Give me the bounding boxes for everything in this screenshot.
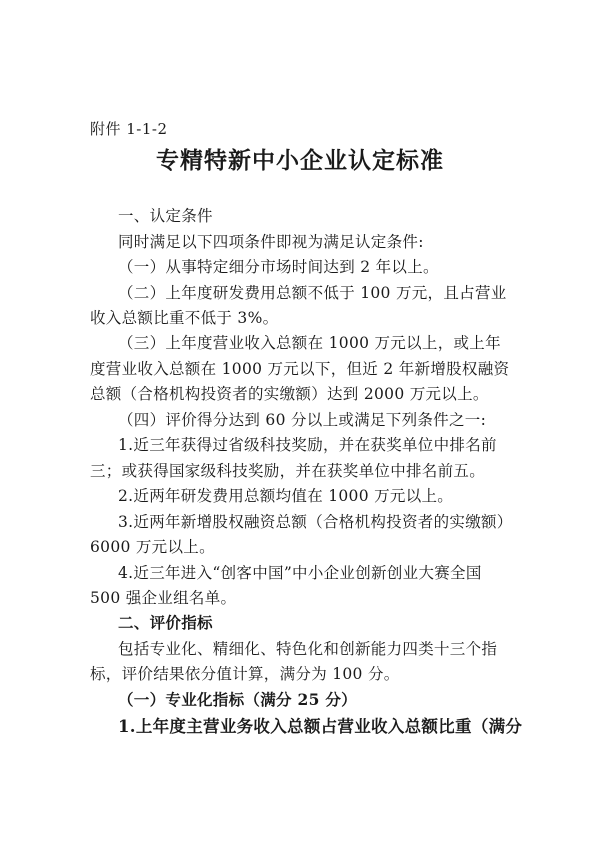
section-heading-criteria: 一、认定条件: [118, 207, 213, 225]
paragraph-line: 度营业收入总额在 1000 万元以下，但近 2 年新增股权融资: [90, 360, 510, 378]
paragraph-line: （三）上年度营业收入总额在 1000 万元以上，或上年: [118, 334, 501, 352]
paragraph-line: 1.近三年获得过省级科技奖励，并在获奖单位中排名前: [118, 436, 497, 454]
attachment-label: 附件 1-1-2: [90, 120, 168, 138]
paragraph-line: 总额（合格机构投资者的实缴额）达到 2000 万元以上。: [90, 385, 489, 403]
paragraph-line: （四）评价得分达到 60 分以上或满足下列条件之一:: [118, 411, 487, 429]
paragraph-line: 收入总额比重不低于 3%。: [90, 309, 279, 327]
paragraph-line: 3.近两年新增股权融资总额（合格机构投资者的实缴额）: [118, 513, 513, 531]
paragraph-line: （一）从事特定细分市场时间达到 2 年以上。: [118, 258, 439, 276]
paragraph-line: 标，评价结果依分值计算，满分为 100 分。: [90, 665, 400, 683]
subsection-item-heading: 1.上年度主营业务收入总额占营业收入总额比重（满分: [118, 717, 523, 736]
subsection-heading: （一）专业化指标（满分 25 分）: [118, 690, 357, 709]
document-title: 专精特新中小企业认定标准: [156, 147, 444, 174]
paragraph-line: 6000 万元以上。: [90, 538, 215, 556]
paragraph-line: 2.近两年研发费用总额均值在 1000 万元以上。: [118, 487, 454, 505]
paragraph-line: 4.近三年进入“创客中国”中小企业创新创业大赛全国: [118, 564, 482, 582]
section-heading-indicators: 二、评价指标: [118, 613, 213, 632]
paragraph-line: 同时满足以下四项条件即视为满足认定条件:: [118, 233, 424, 251]
paragraph-line: 500 强企业组名单。: [90, 589, 237, 607]
paragraph-line: 包括专业化、精细化、特色化和创新能力四类十三个指: [118, 640, 498, 658]
paragraph-line: 三；或获得国家级科技奖励，并在获奖单位中排名前五。: [90, 462, 486, 480]
paragraph-line: （二）上年度研发费用总额不低于 100 万元，且占营业: [118, 284, 507, 302]
